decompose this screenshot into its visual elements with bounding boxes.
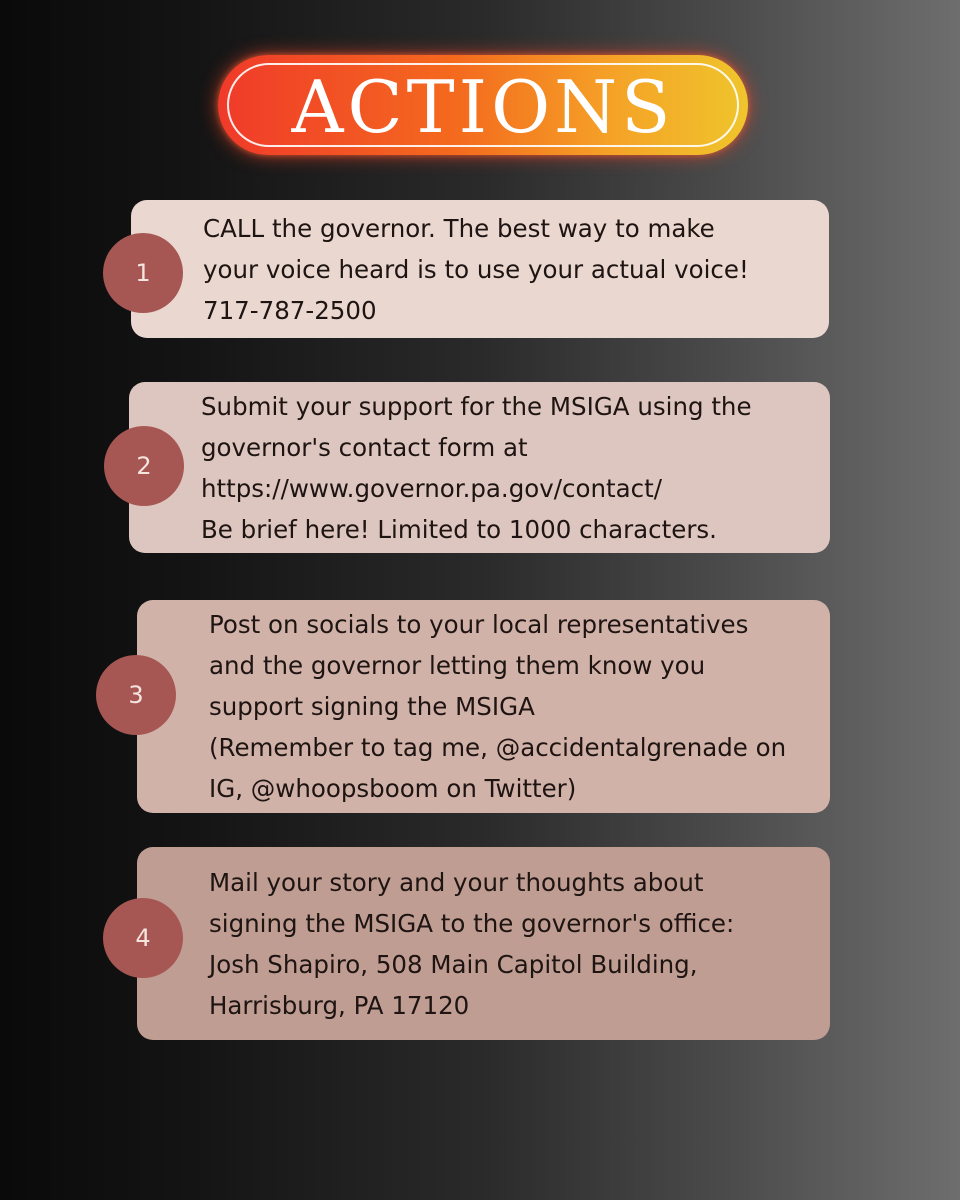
action-card-3 <box>137 600 830 813</box>
title-banner-border <box>227 63 739 147</box>
action-4-line-1: Mail your story and your thoughts about <box>209 867 704 897</box>
action-1-phone: 717-787-2500 <box>203 295 377 325</box>
action-1-line-2: your voice heard is to use your actual voice! <box>203 254 749 284</box>
action-4-line-2: signing the MSIGA to the governor's office: <box>209 908 735 938</box>
step-badge-3: 3 <box>96 655 176 735</box>
action-3-line-1: Post on socials to your local representatives <box>209 610 749 639</box>
step-badge-1: 1 <box>103 233 183 313</box>
action-3-line-4: (Remember to tag me, @accidentalgrenade on <box>209 733 787 762</box>
action-4-address-line-1: Josh Shapiro, 508 Main Capitol Building, <box>209 949 698 979</box>
action-3-line-3: support signing the MSIGA <box>209 692 535 721</box>
action-3-line-2: and the governor letting them know you <box>209 651 706 680</box>
action-2-line-1: Submit your support for the MSIGA using the <box>201 391 752 421</box>
step-badge-2: 2 <box>104 426 184 506</box>
action-2-line-4: Be brief here! Limited to 1000 characters. <box>201 514 717 544</box>
step-badge-4: 4 <box>103 898 183 978</box>
action-3-line-5: IG, @whoopsboom on Twitter) <box>209 774 577 803</box>
action-card-1 <box>131 200 829 338</box>
action-1-line-1: CALL the governor. The best way to make <box>203 213 715 243</box>
title-banner <box>218 55 748 155</box>
action-card-2 <box>129 382 830 553</box>
action-2-line-2: governor's contact form at <box>201 432 528 462</box>
action-4-address-line-2: Harrisburg, PA 17120 <box>209 990 470 1020</box>
action-card-4 <box>137 847 830 1040</box>
page-title: ACTIONS <box>291 65 675 149</box>
action-2-contact-url[interactable]: https://www.governor.pa.gov/contact/ <box>201 473 662 503</box>
